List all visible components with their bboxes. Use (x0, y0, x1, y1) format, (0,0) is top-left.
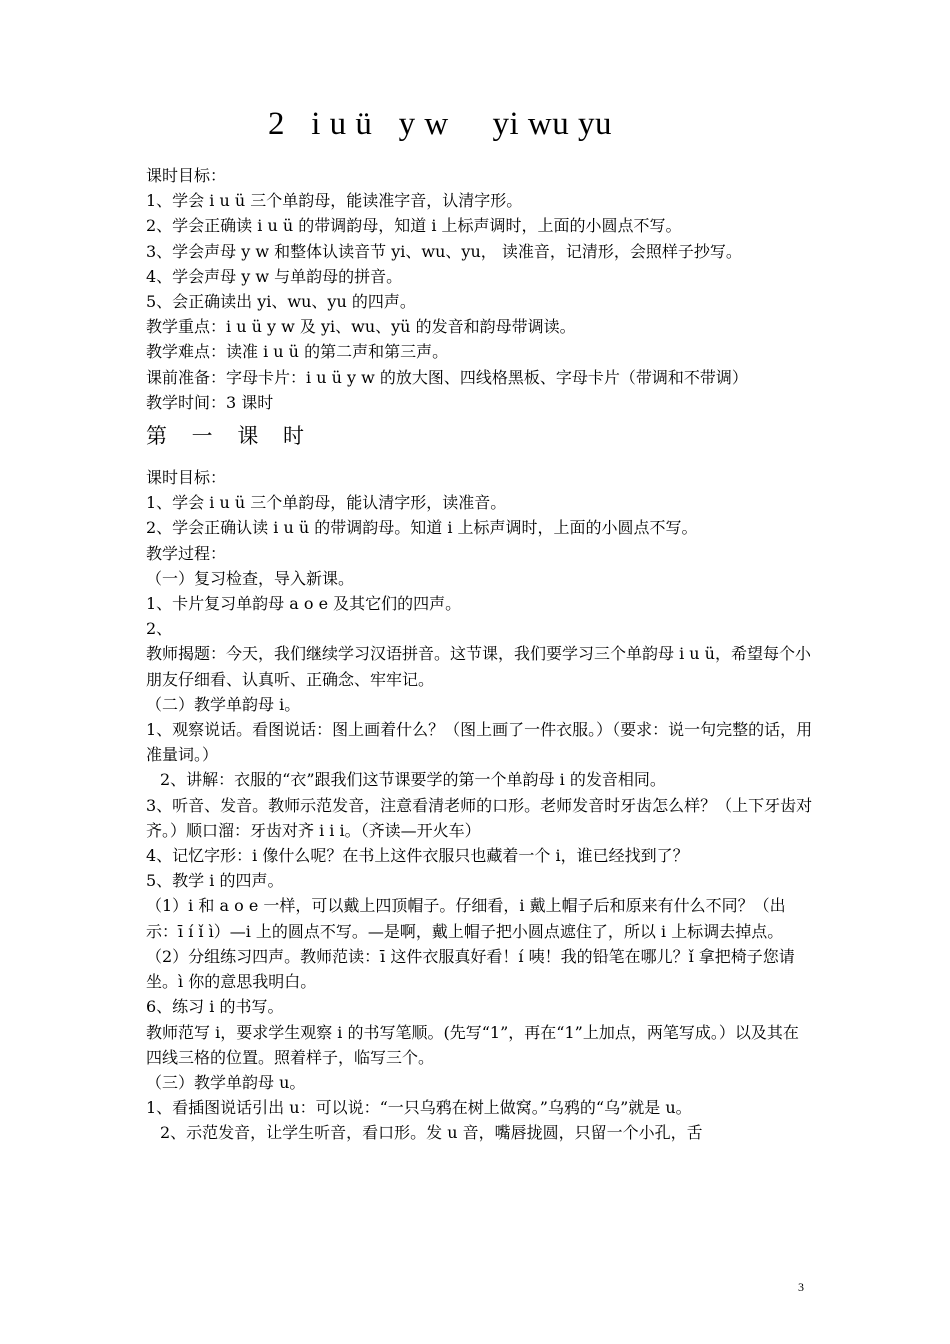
text-line: 1、卡片复习单韵母 a o e 及其它们的四声。 (146, 594, 462, 614)
text-line: 1、学会 i u ü 三个单韵母，能读准字音，认清字形。 (146, 191, 523, 211)
text-line: 2、示范发音，让学生听音，看口形。发 u 音，嘴唇拢圆，只留一个小孔，舌 (160, 1123, 703, 1143)
text-line: 1、看插图说话引出 u：可以说：“一只乌鸦在树上做窝。”乌鸦的“乌”就是 u。 (146, 1098, 692, 1118)
text-line: （一）复习检查，导入新课。 (146, 568, 355, 588)
text-line: 5、教学 i 的四声。 (146, 871, 284, 891)
section-heading: 第 一 课 时 (146, 424, 314, 449)
text-line: 1、观察说话。看图说话：图上画着什么？（图上画了一件衣服。）（要求：说一句完整的话，用准量词。） (146, 720, 813, 765)
text-line: 4、学会声母 y w 与单韵母的拼音。 (146, 266, 403, 286)
page-number: 3 (798, 1280, 804, 1294)
text-line: 4、记忆字形：i 像什么呢？在书上这件衣服只也藏着一个 i，谁已经找到了？ (146, 846, 689, 866)
text-line: 课时目标： (146, 468, 227, 488)
text-line: 教师范写 i，要求学生观察 i 的书写笔顺。(先写“1”，再在“1”上加点，两笔写成。）以及其在四线三格的位置。照着样子，临写三个。 (146, 1022, 799, 1067)
document-body (146, 163, 814, 1146)
text-line: 教师揭题：今天，我们继续学习汉语拼音。这节课，我们要学习三个单韵母 i u ü，希望每个小朋友仔细看、认真听、正确念、牢牢记。 (146, 644, 811, 689)
text-line: 课时目标： (146, 166, 227, 185)
text-line: 课前准备：字母卡片：i u ü y w 的放大图、四线格黑板、字母卡片（带调和不带调） (146, 367, 748, 387)
text-line: 2、讲解：衣服的“衣”跟我们这节课要学的第一个单韵母 i 的发音相同。 (160, 770, 666, 790)
text-line: 6、练习 i 的书写。 (146, 997, 284, 1017)
text-line: 5、会正确读出 yi、wu、yu 的四声。 (146, 292, 416, 312)
text-line: （三）教学单韵母 u。 (146, 1072, 306, 1092)
text-line: 3、学会声母 y w 和整体认读音节 yi、wu、yu， 读准音，记清形，会照样子抄写。 (146, 241, 742, 261)
text-line: 2、学会正确认读 i u ü 的带调韵母。知道 i 上标声调时，上面的小圆点不写。 (146, 518, 698, 538)
text-line: 2、学会正确读 i u ü 的带调韵母，知道 i 上标声调时，上面的小圆点不写。 (146, 216, 682, 236)
text-line: 教学时间：3 课时 (146, 392, 274, 412)
text-line: 2、 (146, 619, 173, 639)
text-line: （二）教学单韵母 i。 (146, 694, 301, 714)
text-line: 教学难点：读准 i u ü 的第二声和第三声。 (146, 342, 449, 362)
text-line: 教学重点：i u ü y w 及 yi、wu、yü 的发音和韵母带调读。 (146, 317, 576, 337)
text-line: （2）分组练习四声。教师范读：ī 这件衣服真好看！í 咦！我的铅笔在哪儿？ǐ 拿把椅子您请坐。ì 你的意思我明白。 (146, 946, 795, 992)
text-line: 教学过程： (146, 543, 227, 563)
lesson-title: 2 i u ü y w yi wu yu (268, 106, 612, 142)
text-line: 3、听音、发音。教师示范发音，注意看清老师的口形。老师发音时牙齿怎么样？（上下牙齿对齐。）顺口溜：牙齿对齐 i i i。（齐读—开火车） (146, 795, 813, 840)
text-line: 1、学会 i u ü 三个单韵母，能认清字形，读准音。 (146, 493, 507, 513)
text-line: （1）i 和 a o e 一样，可以戴上四顶帽子。仔细看，i 戴上帽子后和原来有什么不同？（出示：ī í ǐ ì）—i 上的圆点不写。—是啊，戴上帽子把小圆点遮住了，所以 i 上标调去掉点。 (146, 896, 786, 941)
